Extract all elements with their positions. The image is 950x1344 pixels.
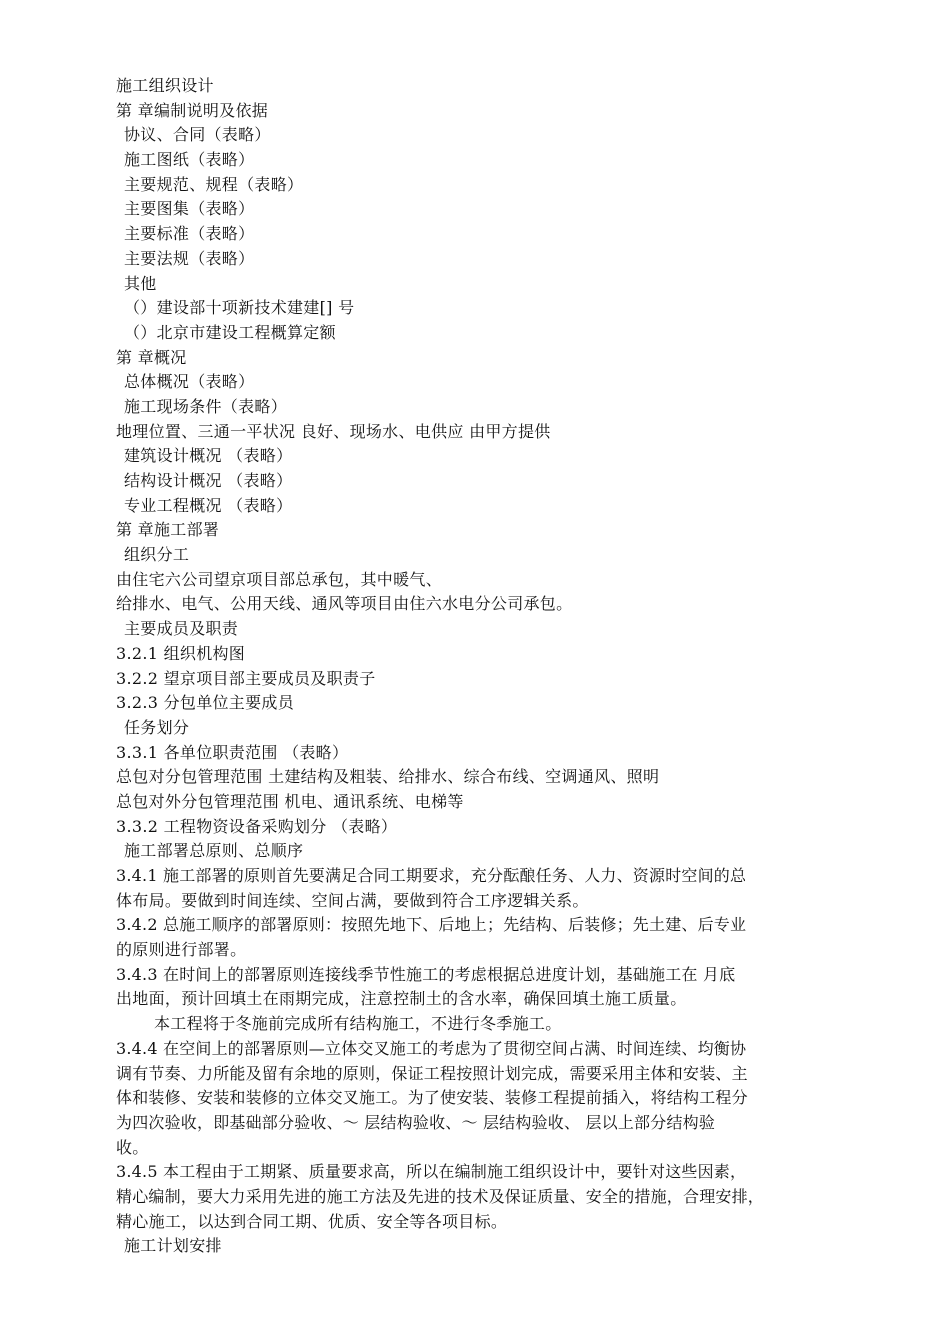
- section-heading: 任务划分: [124, 717, 190, 737]
- section-heading: 施工图纸（表略）: [124, 150, 255, 170]
- section-heading: 总体概况（表略）: [124, 372, 255, 392]
- subsection-heading: 3.3.2 工程物资设备采购划分 （表略）: [116, 816, 398, 836]
- subsection-heading: 3.2.3 分包单位主要成员: [116, 693, 294, 713]
- paragraph-line: 本工程将于冬施前完成所有结构施工，不进行冬季施工。: [154, 1014, 562, 1034]
- paragraph-line: 给排水、电气、公用天线、通风等项目由住六水电分公司承包。: [116, 594, 573, 614]
- section-heading: 主要规范、规程（表略）: [124, 174, 304, 194]
- section-heading: 建筑设计概况 （表略）: [124, 446, 293, 466]
- subsection-heading: 3.3.1 各单位职责范围 （表略）: [116, 742, 349, 762]
- paragraph-line: 3.4.3 在时间上的部署原则连接线季节性施工的考虑根据总进度计划，基础施工在 月底: [116, 964, 736, 984]
- paragraph-line: 由住宅六公司望京项目部总承包，其中暖气、: [116, 569, 443, 589]
- section-heading: 主要标准（表略）: [124, 224, 255, 244]
- section-heading: 主要法规（表略）: [124, 248, 255, 268]
- paragraph-line: 收。: [116, 1137, 149, 1157]
- paragraph-line: 3.4.1 施工部署的原则首先要满足合同工期要求，充分酝酿任务、人力、资源时空间的总: [116, 866, 747, 885]
- section-heading: 协议、合同（表略）: [124, 125, 271, 145]
- section-heading: 专业工程概况 （表略）: [124, 495, 293, 515]
- paragraph-line: 体和装修、安装和装修的立体交叉施工。为了使安装、装修工程提前插入，将结构工程分: [116, 1088, 748, 1108]
- chapter-heading: 第 章施工部署: [116, 520, 220, 540]
- subsection-heading: 3.2.2 望京项目部主要成员及职责子: [116, 668, 376, 688]
- section-heading: 施工现场条件（表略）: [124, 396, 288, 416]
- paragraph-line: 3.4.5 本工程由于工期紧、质量要求高，所以在编制施工组织设计中，要针对这些因素，: [116, 1162, 747, 1182]
- paragraph-line: 总包对外分包管理范围 机电、通讯系统、电梯等: [116, 791, 464, 811]
- paragraph-line: 为四次验收，即基础部分验收、～ 层结构验收、～ 层结构验收、 层以上部分结构验: [116, 1112, 716, 1132]
- list-item: （）建设部十项新技术建建[] 号: [124, 298, 355, 318]
- paragraph-line: 调有节奏、力所能及留有余地的原则，保证工程按照计划完成，需要采用主体和安装、主: [116, 1063, 748, 1083]
- chapter-heading: 第 章编制说明及依据: [116, 100, 269, 120]
- section-heading: 施工计划安排: [124, 1236, 222, 1256]
- section-heading: 主要图集（表略）: [124, 199, 255, 219]
- paragraph-line: 出地面，预计回填土在雨期完成，注意控制土的含水率，确保回填土施工质量。: [116, 989, 687, 1009]
- paragraph-line: 总包对分包管理范围 土建结构及粗装、给排水、综合布线、空调通风、照明: [116, 767, 660, 787]
- section-heading: 主要成员及职责: [124, 619, 239, 639]
- paragraph-line: 的原则进行部署。: [116, 940, 247, 960]
- section-heading: 施工部署总原则、总顺序: [124, 841, 304, 861]
- paragraph-line: 体布局。要做到时间连续、空间占满，要做到符合工序逻辑关系。: [116, 890, 589, 910]
- section-heading: 其他: [124, 273, 157, 293]
- section-heading: 结构设计概况 （表略）: [124, 471, 293, 490]
- paragraph-line: 3.4.2 总施工顺序的部署原则：按照先地下、后地上；先结构、后装修；先土建、后专业: [116, 915, 747, 935]
- paragraph-line: 精心编制，要大力采用先进的施工方法及先进的技术及保证质量、安全的措施，合理安排，: [116, 1186, 765, 1206]
- list-item: （）北京市建设工程概算定额: [124, 322, 336, 342]
- document-title: 施工组织设计: [116, 76, 214, 95]
- document-body: [116, 74, 866, 1259]
- section-heading: 组织分工: [124, 545, 190, 565]
- subsection-heading: 3.2.1 组织机构图: [116, 643, 246, 663]
- paragraph-line: 精心施工，以达到合同工期、优质、安全等各项目标。: [116, 1211, 508, 1231]
- paragraph-line: 3.4.4 在空间上的部署原则—立体交叉施工的考虑为了贯彻空间占满、时间连续、均衡协: [116, 1038, 747, 1058]
- chapter-heading: 第 章概况: [116, 347, 187, 367]
- paragraph-line: 地理位置、三通一平状况 良好、现场水、电供应 由甲方提供: [116, 421, 551, 441]
